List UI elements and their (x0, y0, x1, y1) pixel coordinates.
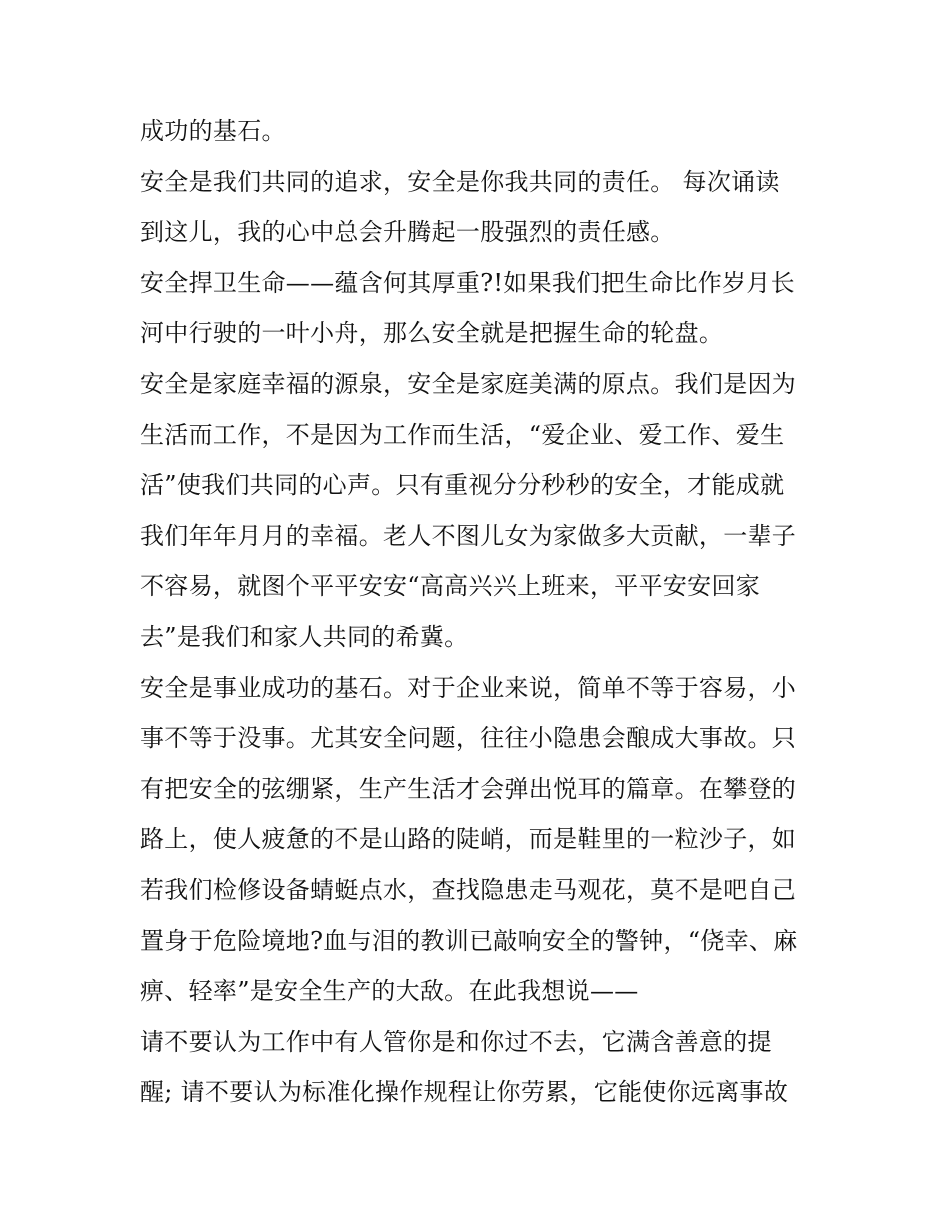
text-line: 若我们检修设备蜻蜓点水，查找隐患走马观花，莫不是吧自己 (140, 875, 797, 904)
text-line: 活”使我们共同的心声。只有重视分分秒秒的安全，才能成就 (140, 471, 785, 500)
text-line: 醒; 请不要认为标准化操作规程让你劳累，它能使你远离事故 (140, 1078, 789, 1107)
text-line: 我们年年月月的幸福。老人不图儿女为家做多大贡献，一辈子 (140, 521, 797, 550)
text-line: 痹、轻率”是安全生产的大敌。在此我想说—— (140, 977, 639, 1006)
text-line: 安全是事业成功的基石。对于企业来说，简单不等于容易，小 (140, 673, 797, 702)
text-line: 到这儿，我的心中总会升腾起一股强烈的责任感。 (140, 218, 675, 247)
text-line: 安全是家庭幸福的源泉，安全是家庭美满的原点。我们是因为 (140, 369, 797, 398)
text-line: 事不等于没事。尤其安全问题，往往小隐患会酿成大事故。只 (140, 724, 797, 753)
text-line: 去”是我们和家人共同的希冀。 (140, 622, 469, 651)
text-line: 置身于危险境地?血与泪的教训已敲响安全的警钟，“侥幸、麻 (140, 926, 798, 955)
text-line: 安全捍卫生命——蕴含何其厚重?!如果我们把生命比作岁月长 (140, 268, 795, 297)
text-line: 成功的基石。 (140, 117, 286, 145)
text-line: 有把安全的弦绷紧，生产生活才会弹出悦耳的篇章。在攀登的 (140, 774, 797, 803)
text-line: 请不要认为工作中有人管你是和你过不去，它满含善意的提 (140, 1027, 772, 1056)
text-line: 生活而工作，不是因为工作而生活，“爱企业、爱工作、爱生 (140, 420, 785, 449)
text-line: 路上，使人疲惫的不是山路的陡峭，而是鞋里的一粒沙子，如 (140, 825, 797, 854)
text-line: 安全是我们共同的追求，安全是你我共同的责任。 每次诵读 (140, 167, 780, 196)
text-line: 河中行驶的一叶小舟，那么安全就是把握生命的轮盘。 (140, 319, 724, 348)
text-line: 不容易，就图个平平安安“高高兴兴上班来，平平安安回家 (140, 572, 761, 601)
body-text (140, 106, 820, 1118)
